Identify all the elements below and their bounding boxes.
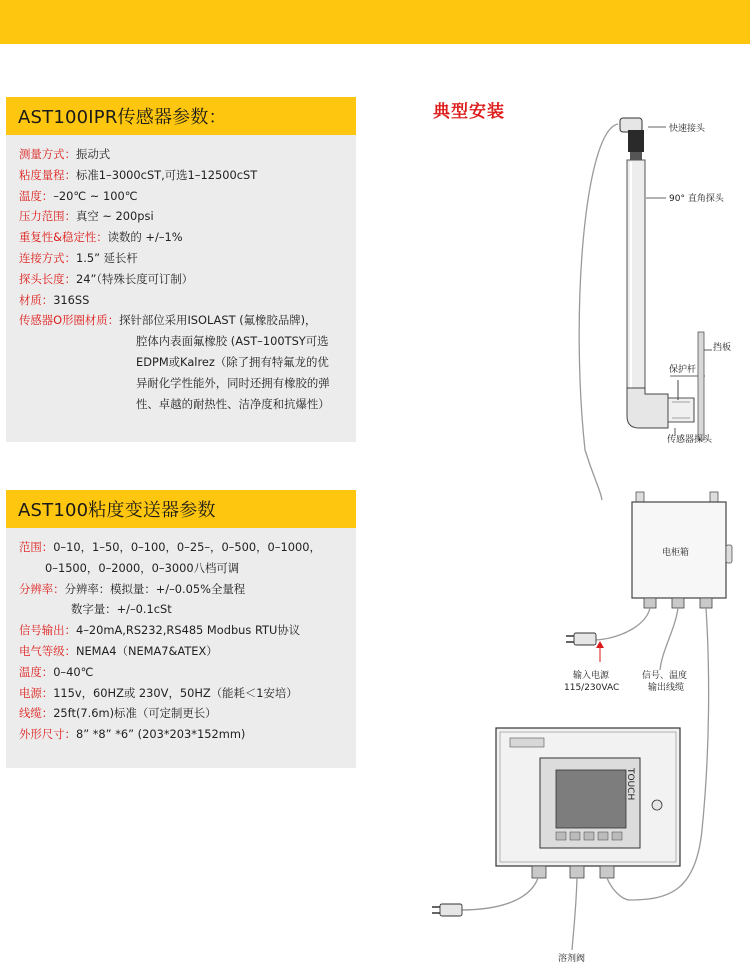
param-value: 0–40℃	[53, 664, 94, 679]
param-value: 25ft(7.6m)标准（可定制更长）	[53, 706, 217, 721]
sensor-params-list	[6, 135, 356, 414]
param-label: 线缆：	[19, 706, 54, 721]
param-row	[19, 248, 356, 269]
callout-sensor-probe: 传感器探头	[667, 435, 713, 445]
power-cable	[596, 608, 650, 640]
param-row	[19, 641, 356, 662]
quick-connector-icon	[620, 118, 644, 160]
installation-diagram	[360, 110, 750, 978]
param-value: 24”（特殊长度可订制）	[75, 271, 194, 286]
controller-power-cable	[460, 878, 538, 910]
param-label: 分辨率：	[19, 581, 65, 596]
param-continuation: EDPM或Kalrez（除了拥有特氟龙的优	[136, 354, 329, 369]
param-value: 分辨率：模拟量：+/–0.05%全量程	[64, 581, 246, 596]
param-row	[19, 662, 356, 683]
callout-baffle: 挡板	[713, 343, 732, 353]
callout-power-spec: 115/230VAC	[564, 683, 620, 693]
param-value: –20℃ ~ 100℃	[53, 188, 138, 203]
param-label: 外形尺寸：	[19, 727, 76, 742]
status-knob	[652, 800, 662, 810]
param-row	[19, 269, 356, 290]
param-label: 探头长度：	[19, 271, 76, 286]
param-value: NEMA4（NEMA7&ATEX）	[75, 643, 218, 658]
param-value: 读数的 +/–1%	[107, 230, 183, 245]
param-label: 温度：	[19, 664, 54, 679]
callout-guard-rod: 保护杆	[669, 365, 697, 375]
param-continuation: 异耐化学性能外，同时还拥有橡胶的弹	[136, 375, 330, 390]
transmitter-params-header	[6, 490, 356, 528]
param-value: 标准1–3000cST,可选1–12500cST	[75, 167, 258, 182]
param-continuation: 0–1500，0–2000，0–3000八档可调	[45, 560, 240, 575]
touch-label: TOUCH	[625, 768, 635, 801]
param-value: 8” *8” *6” (203*203*152mm)	[75, 727, 246, 742]
power-plug-icon	[566, 633, 596, 645]
param-value: 0–10，1–50，0–100，0–25–，0–500，0–1000，	[53, 540, 321, 554]
param-label: 材质：	[19, 292, 54, 307]
param-value: 振动式	[75, 147, 111, 161]
param-label: 压力范围：	[19, 209, 76, 224]
param-label: 范围：	[19, 540, 54, 554]
sensor-params-panel	[6, 97, 356, 442]
param-row	[19, 165, 356, 186]
param-row	[19, 724, 356, 745]
param-label: 温度：	[19, 188, 54, 203]
sensor-cable	[579, 124, 618, 500]
touch-screen	[556, 770, 626, 828]
param-label: 电气等级：	[19, 643, 76, 658]
callout-quick-connector: 快速接头	[669, 124, 706, 134]
param-value: 115v，60HZ或 230V，50HZ（能耗＜1安培）	[53, 685, 298, 700]
valve-cable	[572, 878, 577, 950]
param-label: 电源：	[19, 685, 54, 700]
param-row	[19, 186, 356, 207]
param-value: 1.5” 延长杆	[75, 250, 138, 265]
sensor-params-header	[6, 97, 356, 135]
param-value: 真空 ~ 200psi	[75, 209, 154, 224]
param-row	[19, 310, 356, 331]
param-continuation: 数字量：+/–0.1cSt	[71, 602, 172, 617]
callout-probe-90: 90° 直角探头	[669, 194, 724, 204]
transmitter-params-title: AST100粘度变送器参数	[18, 500, 216, 521]
param-label: 粘度量程：	[19, 167, 76, 182]
param-row	[19, 227, 356, 248]
transmitter-params-list	[6, 528, 356, 745]
callout-valve: 溶剂阀	[558, 954, 586, 964]
param-label: 传感器O形圈材质：	[19, 313, 120, 328]
param-row	[19, 144, 356, 165]
param-row	[19, 579, 356, 600]
baffle-plate	[698, 332, 704, 440]
callout-signal-1: 信号、温度	[642, 671, 688, 681]
probe-elbow	[627, 388, 668, 428]
param-value: 316SS	[53, 292, 90, 307]
param-value: 4–20mA,RS232,RS485 Modbus RTU协议	[75, 623, 301, 638]
param-row	[19, 290, 356, 311]
param-label: 测量方式：	[19, 147, 76, 161]
param-label: 重复性&稳定性：	[19, 230, 108, 245]
controller-plug-icon	[432, 904, 462, 916]
callout-power-in: 输入电源	[573, 671, 610, 681]
param-continuation: 腔体内表面氟橡胶 (AST–100TSY可选	[136, 334, 329, 349]
param-label: 信号输出：	[19, 623, 76, 638]
install-heading: 典型安装	[433, 102, 505, 122]
transmitter-params-panel	[6, 490, 356, 768]
param-row	[19, 206, 356, 227]
callout-signal-2: 输出线缆	[648, 683, 685, 693]
param-value: 探针部位采用ISOLAST (氟橡胶品牌)，	[119, 313, 317, 328]
param-label: 连接方式：	[19, 250, 76, 265]
param-row	[19, 620, 356, 641]
param-row	[19, 683, 356, 704]
cabinet-label: 电柜箱	[662, 548, 690, 558]
param-row	[19, 537, 356, 558]
top-accent-bar	[0, 0, 750, 44]
param-row	[19, 703, 356, 724]
sensor-params-title: AST100IPR传感器参数：	[18, 107, 227, 128]
probe-tube	[627, 160, 645, 400]
signal-cable	[660, 608, 678, 670]
touch-controller	[496, 728, 680, 878]
param-continuation: 性、卓越的耐热性、洁净度和抗爆性）	[136, 396, 330, 411]
brand-logo	[510, 738, 544, 747]
